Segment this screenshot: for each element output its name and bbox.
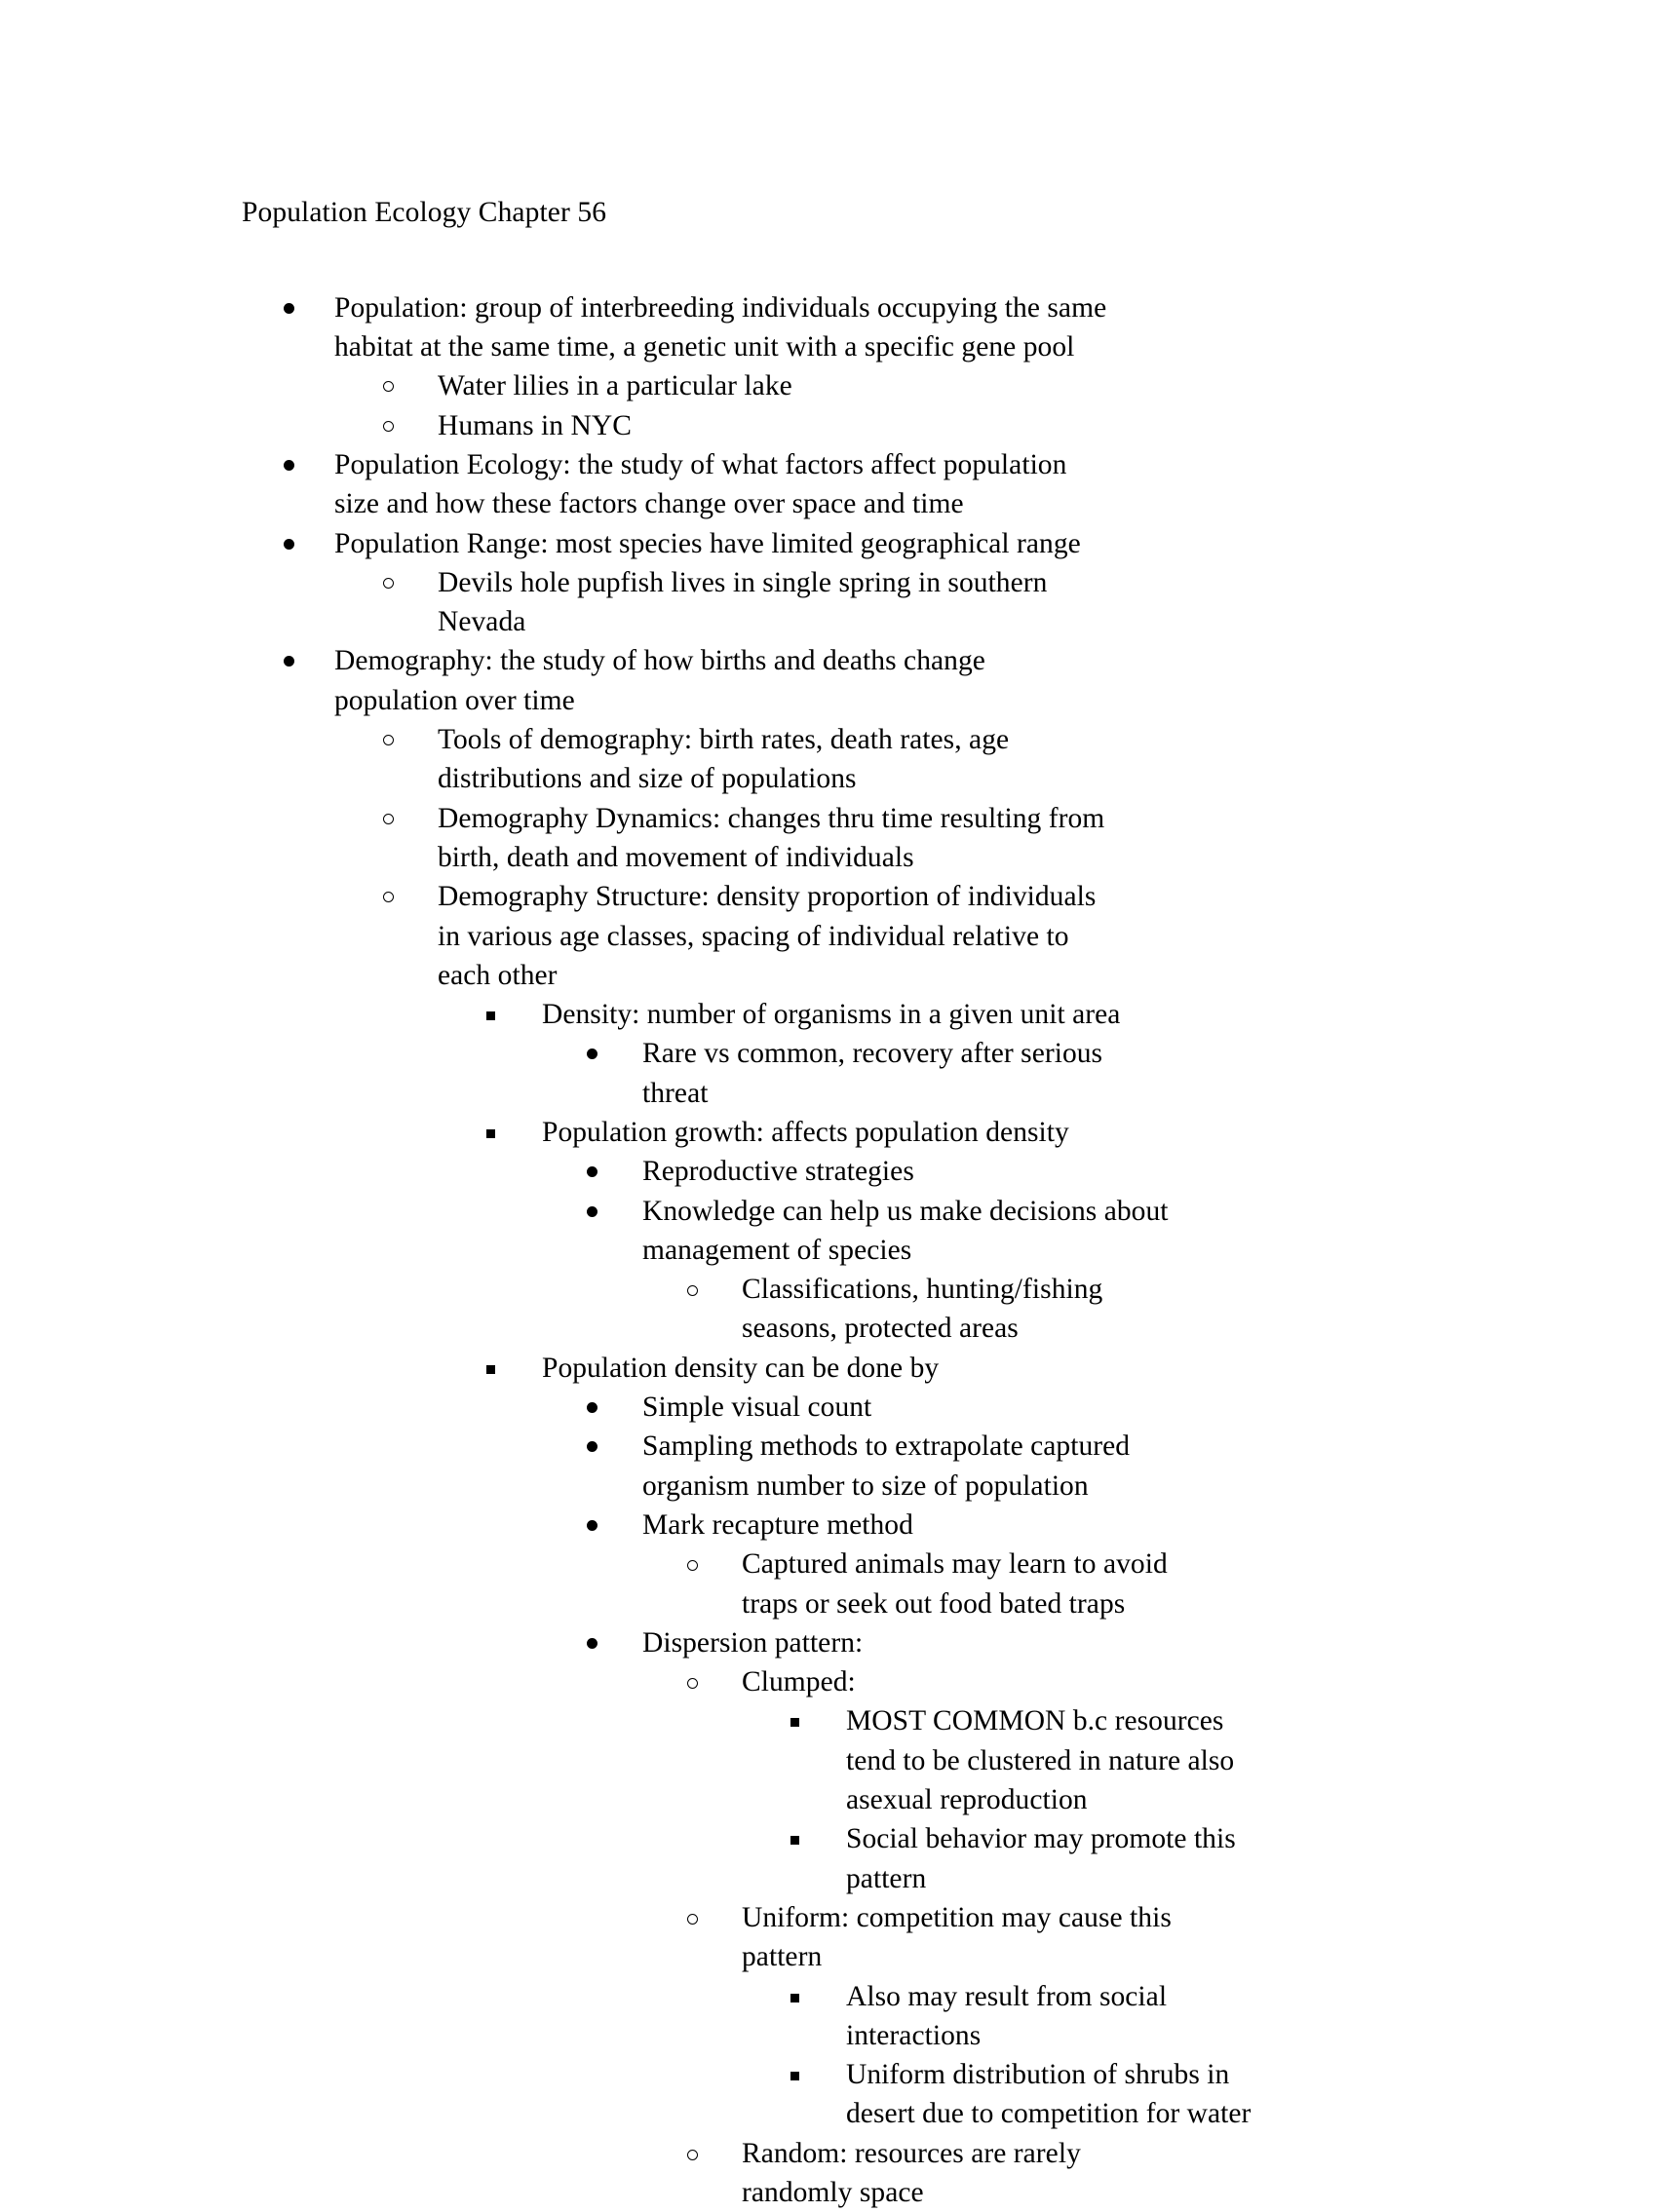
outline-item [339,720,1657,799]
outline-item-text: Rare vs common, recovery after serious threat [642,1038,1103,1109]
bullet-disc-icon [587,1638,597,1649]
outline-item [542,1427,1657,1506]
bullet-square-icon [790,1718,799,1727]
bullet-circle-icon [687,1914,698,1925]
bullet-circle-icon [383,381,394,392]
outline-item-text: Devils hole pupfish lives in single spring in southern Nevada [438,566,1048,638]
outline-item [242,445,1657,524]
outline-item-text: Random: resources are rarely randomly space [742,2137,1081,2208]
outline-item-text: Classifications, hunting/fishing seasons, protected areas [742,1274,1103,1345]
outline-item-text: MOST COMMON b.c resources tend to be clustered in nature also asexual reproduction [846,1705,1235,1816]
bullet-circle-icon [383,735,394,745]
outline-list [0,288,1657,2212]
bullet-circle-icon [383,578,394,589]
outline-item-text: Simple visual count [642,1392,872,1424]
outline-item-text: Dispersion pattern: [642,1626,864,1659]
outline-item-text: Population Ecology: the study of what factors affect population size and how these factors change over space and time [334,448,1067,520]
page-title: Population Ecology Chapter 56 [242,197,607,228]
outline-item [339,406,1657,445]
bullet-disc-icon [587,1520,597,1531]
outline-item [745,1819,1657,1898]
outline-item [441,1113,1657,1152]
bullet-circle-icon [687,1678,698,1689]
outline-item [643,1662,1657,1701]
outline-item [643,1270,1657,1349]
outline-item [643,1898,1657,1977]
outline-item [339,877,1657,995]
outline-item [441,995,1657,1034]
bullet-disc-icon [587,1049,597,1059]
outline-item [339,799,1657,878]
bullet-circle-icon [687,2150,698,2160]
bullet-disc-icon [587,1441,597,1452]
outline-item [242,288,1657,367]
bullet-circle-icon [687,1560,698,1571]
outline-item-text: Demography: the study of how births and deaths change population over time [334,645,985,716]
outline-item-text: Population density can be done by [542,1352,940,1384]
bullet-circle-icon [383,421,394,432]
bullet-circle-icon [383,814,394,824]
outline-item [242,641,1657,720]
outline-item-text: Social behavior may promote this pattern [846,1823,1236,1894]
outline-item [542,1192,1657,1271]
bullet-square-icon [790,1994,799,2002]
outline-item [339,366,1657,405]
bullet-disc-icon [587,1206,597,1217]
outline-item-text: Reproductive strategies [642,1156,914,1188]
outline-item [745,1977,1657,2056]
outline-item-text: Population: group of interbreeding individuals occupying the same habitat at the same time, a genetic unit with a specific gene pool [334,291,1107,363]
outline-item-text: Humans in NYC [438,409,632,441]
outline-item-text: Knowledge can help us make decisions about management of species [642,1195,1169,1266]
outline-item [542,1034,1657,1113]
bullet-square-icon [486,1129,495,1138]
bullet-circle-icon [687,1285,698,1296]
outline-item-text: Population Range: most species have limited geographical range [334,527,1081,559]
outline-item [745,2055,1657,2134]
outline-item-text: Density: number of organisms in a given unit area [542,999,1121,1031]
outline-item-text: Also may result from social interactions [846,1980,1168,2051]
bullet-disc-icon [284,460,294,471]
outline-item-text: Sampling methods to extrapolate captured organism number to size of population [642,1430,1131,1502]
outline-item-text: Demography Structure: density proportion of individuals in various age classes, spacing of individual relative to each other [438,881,1097,991]
bullet-disc-icon [284,303,294,314]
bullet-square-icon [790,1836,799,1845]
outline-item [643,2134,1657,2212]
bullet-disc-icon [284,656,294,667]
outline-item-text: Water lilies in a particular lake [438,370,792,402]
bullet-disc-icon [587,1166,597,1177]
bullet-square-icon [486,1365,495,1374]
outline-item [542,1623,1657,1662]
outline-item-text: Clumped: [742,1666,856,1698]
outline-item [643,1545,1657,1623]
outline-item [242,524,1657,563]
outline-item [441,1349,1657,1388]
bullet-circle-icon [383,892,394,902]
outline-item-text: Population growth: affects population density [542,1116,1069,1148]
outline-item [542,1506,1657,1545]
outline-item-text: Captured animals may learn to avoid traps or seek out food bated traps [742,1548,1168,1620]
bullet-square-icon [486,1011,495,1020]
outline-item-text: Demography Dynamics: changes thru time resulting from birth, death and movement of individuals [438,802,1105,873]
outline-item [339,563,1657,642]
outline-item-text: Mark recapture method [642,1508,913,1541]
outline-item-text: Uniform distribution of shrubs in desert due to competition for water [846,2059,1252,2130]
outline-item-text: Tools of demography: birth rates, death rates, age distributions and size of populations [438,724,1010,795]
outline-item-text: Uniform: competition may cause this pattern [742,1901,1172,1973]
bullet-disc-icon [587,1402,597,1413]
bullet-disc-icon [284,539,294,550]
outline-item [745,1701,1657,1819]
outline-item [542,1152,1657,1191]
bullet-square-icon [790,2072,799,2080]
outline-item [542,1388,1657,1427]
